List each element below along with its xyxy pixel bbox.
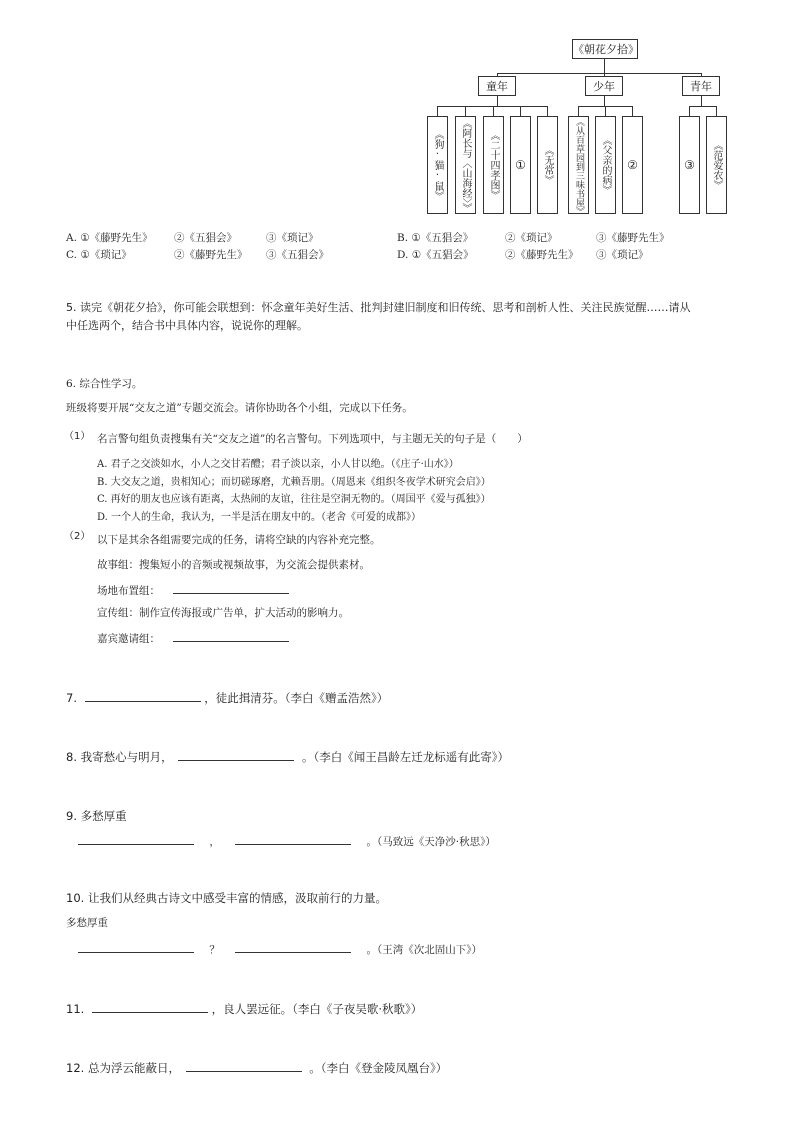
- q8: [66, 748, 509, 765]
- answer-blank[interactable]: [235, 832, 351, 845]
- q6-part1-number: （1）: [64, 431, 91, 442]
- q11-number: 11.: [66, 1002, 85, 1016]
- q6-part1-option-d: D. 一个人的生命，我认为，一半是活在朋友中的。（老舍《可爱的成都》）: [97, 512, 422, 523]
- q9-source: 。（马致远《天净沙·秋思》）: [366, 836, 496, 848]
- q10-subtitle: 多愁厚重: [66, 917, 108, 929]
- diagram-leaf: ②: [622, 116, 643, 214]
- q6-task-story: 故事组：搜集短小的音频或视频故事，为交流会提供素材。: [97, 559, 370, 571]
- answer-blank[interactable]: [85, 689, 201, 702]
- diagram-group-childhood: 童年: [478, 76, 516, 96]
- option-b-3: ③《藤野先生》: [596, 232, 670, 244]
- q6-task-guests: [97, 629, 289, 646]
- option-c-1: C. ①《琐记》: [66, 249, 132, 261]
- answer-blank[interactable]: [173, 629, 289, 642]
- answer-blank[interactable]: [92, 1000, 208, 1013]
- answer-blank[interactable]: [78, 940, 194, 953]
- option-a-2: ②《五猖会》: [174, 232, 237, 244]
- q6-intro: 班级将要开展“交友之道”专题交流会。请你协助各个小组，完成以下任务。: [66, 402, 413, 414]
- q6-part2-text: 以下是其余各组需要完成的任务，请将空缺的内容补充完整。: [97, 534, 381, 546]
- q5-line2: 中任选两个，结合书中具体内容，说说你的理解。: [66, 319, 308, 332]
- diagram-leaf: 《狗·猫·鼠》: [427, 116, 448, 214]
- answer-blank[interactable]: [235, 940, 351, 953]
- q10-answer-line: [78, 940, 482, 957]
- option-c-2: ②《藤野先生》: [174, 249, 248, 261]
- q11-text: ，良人罢远征。（李白《子夜吴歌·秋歌》）: [211, 1002, 423, 1016]
- q6-part1-option-b: B. 大交友之道，贵相知心；而切磋琢磨，尤赖吾朋。（周恩来《组织冬夜学术研究会启》）: [97, 477, 491, 488]
- diagram-group-youth: 少年: [585, 76, 623, 96]
- q6-task-publicity: 宣传组：制作宣传海报或广告单，扩大活动的影响力。: [97, 607, 349, 619]
- q7: [66, 689, 388, 706]
- q10-separator: ？: [209, 944, 220, 956]
- diagram-leaf: 《范爱农》: [706, 116, 727, 214]
- q8-text: 8. 我寄愁心与明月，: [66, 750, 173, 764]
- diagram-root: 《朝花夕拾》: [572, 39, 638, 59]
- q9-separator: ，: [209, 836, 220, 848]
- diagram-leaf: ③: [679, 116, 700, 214]
- q7-text: ，徒此揖清芬。（李白《赠孟浩然》）: [204, 691, 389, 705]
- option-a-3: ③《琐记》: [266, 232, 319, 244]
- q12: [66, 1059, 447, 1076]
- option-c-3: ③《五猖会》: [266, 249, 329, 261]
- q10-source: 。（王湾《次北固山下》）: [366, 944, 483, 956]
- q6-part1-option-c: C. 再好的朋友也应该有距离，太热闹的友谊，往往是空洞无物的。（周国平《爱与孤独》）: [97, 494, 491, 505]
- answer-blank[interactable]: [186, 1059, 302, 1072]
- option-a-1: A. ①《藤野先生》: [66, 232, 153, 244]
- option-d-3: ③《琐记》: [596, 249, 649, 261]
- q7-number: 7.: [66, 691, 77, 705]
- q12-text: 12. 总为浮云能蔽日，: [66, 1061, 180, 1075]
- q6-part1-option-a: A. 君子之交淡如水，小人之交甘若醴；君子淡以亲，小人甘以绝。（《庄子·山水》）: [97, 459, 459, 470]
- diagram-group-young-adult: 青年: [682, 76, 720, 96]
- diagram-leaf: 《二十四孝图》: [483, 116, 504, 214]
- q9-answer-line: [78, 832, 496, 849]
- answer-blank[interactable]: [173, 581, 289, 594]
- q6-task-guests-label: 嘉宾邀请组：: [97, 633, 160, 645]
- diagram-leaf: 《父亲的病》: [595, 116, 616, 214]
- q6-part2-number: （2）: [64, 531, 91, 542]
- option-b-1: B. ①《五猖会》: [397, 232, 474, 244]
- diagram-leaf: 《从百草园到三味书屋》: [568, 116, 589, 214]
- q12-source: 。（李白《登金陵凤凰台》）: [309, 1061, 448, 1075]
- diagram-leaf: ①: [510, 116, 531, 214]
- answer-blank[interactable]: [78, 832, 194, 845]
- q6-title: 6. 综合性学习。: [66, 378, 143, 390]
- diagram-leaf: 《阿长与〈山海经〉》: [455, 116, 476, 214]
- q9-title: 9. 多愁厚重: [66, 809, 127, 823]
- q6-task-venue-label: 场地布置组：: [97, 585, 160, 597]
- q8-source: 。（李白《闻王昌龄左迁龙标遥有此寄》）: [301, 750, 509, 764]
- q11: [66, 1000, 422, 1017]
- diagram-leaf: 《无常》: [537, 116, 558, 214]
- q10-title: 10. 让我们从经典古诗文中感受丰富的情感，汲取前行的力量。: [66, 891, 387, 905]
- q6-task-venue: [97, 581, 289, 598]
- q6-part1-text: 名言警句组负责搜集有关“交友之道”的名言警句。下列选项中，与主题无关的句子是（ ）: [97, 433, 528, 445]
- option-d-2: ②《藤野先生》: [505, 249, 579, 261]
- q5-line1: 5. 读完《朝花夕拾》，你可能会联想到：怀念童年美好生活、批判封建旧制度和旧传统、思考和剖析人性、关注民族觉醒……请从: [66, 301, 691, 314]
- answer-blank[interactable]: [178, 748, 294, 761]
- option-b-2: ②《琐记》: [505, 232, 558, 244]
- option-d-1: D. ①《五猖会》: [397, 249, 474, 261]
